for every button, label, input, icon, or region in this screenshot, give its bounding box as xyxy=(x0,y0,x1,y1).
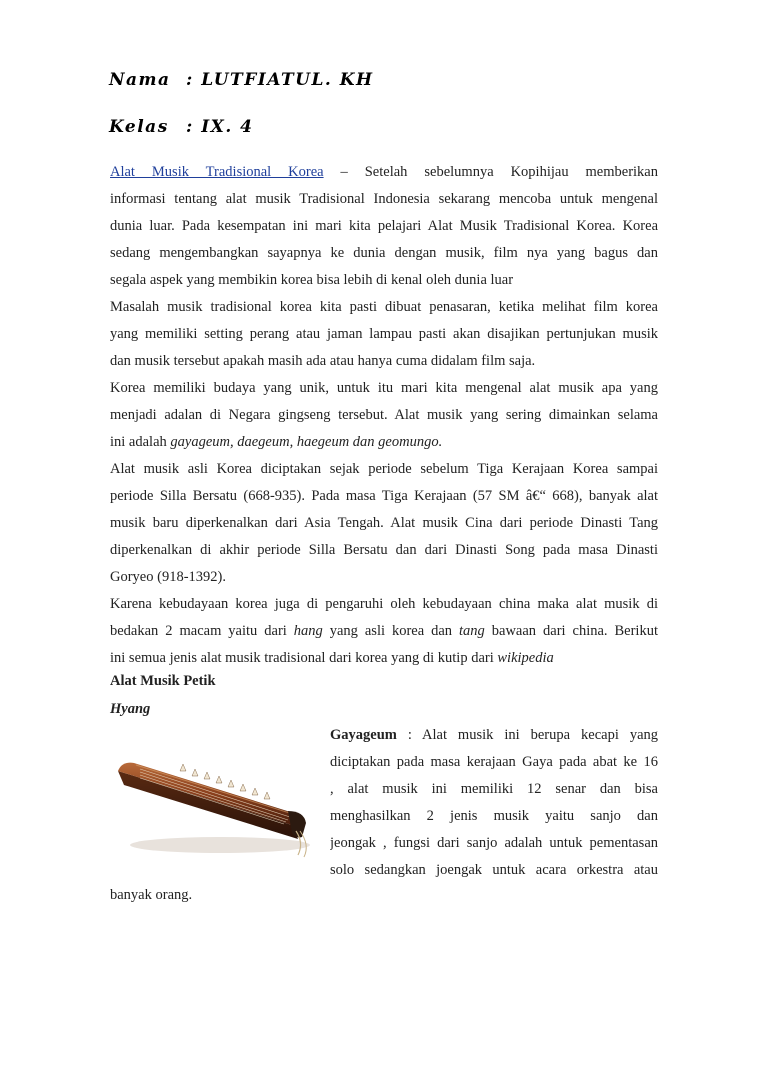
section-heading: Alat Musik Petik xyxy=(110,673,216,689)
text-line xyxy=(110,429,658,456)
text-span: bedakan 2 macam yaitu dari xyxy=(110,623,294,639)
text-line: yang memiliki setting perang atau jaman lampau pasti akan disajikan pertunjukan musik xyxy=(110,326,658,342)
text-span: ini semua jenis alat musik tradisional dari korea yang di kutip dari xyxy=(110,650,498,666)
section-subheading: Hyang xyxy=(110,701,151,717)
text-line xyxy=(330,722,658,749)
text-line xyxy=(110,159,658,186)
text-line: segala aspek yang membikin korea bisa lebih di kenal oleh dunia luar xyxy=(110,272,514,288)
text-span: yang asli korea dan xyxy=(322,623,460,639)
text-line: periode Silla Bersatu (668-935). Pada masa Tiga Kerajaan (57 SM â€“ 668), banyak alat xyxy=(110,488,658,504)
text-line: Goryeo (918-1392). xyxy=(110,569,226,585)
term-tang: tang xyxy=(459,623,485,639)
text-line: Korea memiliki budaya yang unik, untuk itu mari kita mengenal alat musik apa yang xyxy=(110,380,658,396)
text-line: diperkenalkan di akhir periode Silla Bersatu dan dari Dinasti Song pada masa Dinasti xyxy=(110,542,658,558)
gayageum-instrument-photo-icon xyxy=(110,727,320,862)
term-hang: hang xyxy=(293,623,323,639)
text-span: bawaan dari china. Berikut xyxy=(484,623,658,639)
article-body xyxy=(110,159,658,672)
text-line: informasi tentang alat musik Tradisional Indonesia sekarang mencoba untuk mengenal xyxy=(110,191,658,207)
text-line: diciptakan pada masa kerajaan Gaya pada abat ke 16 xyxy=(330,754,658,770)
text-line: menghasilkan 2 jenis musik yaitu sanjo dan xyxy=(330,808,658,824)
text-line: Alat musik asli Korea diciptakan sejak periode sebelum Tiga Kerajaan Korea sampai xyxy=(110,461,658,477)
text-line: , alat musik ini memiliki 12 senar dan bisa xyxy=(330,781,658,797)
text-line: menjadi adalan di Negara gingseng tersebut. Alat musik yang sering dimainkan selama xyxy=(110,407,658,423)
text-line xyxy=(110,645,658,672)
text-line: dunia luar. Pada kesempatan ini mari kita pelajari Alat Musik Tradisional Korea. Korea xyxy=(110,218,658,234)
text-line: dan musik tersebut apakah masih ada atau hanya cuma didalam film saja. xyxy=(110,353,536,369)
gayageum-description xyxy=(330,722,658,884)
text-line: Karena kebudayaan korea juga di pengaruhi oleh kebudayaan china maka alat musik di xyxy=(110,596,658,612)
text-line: jeongak , fungsi dari sanjo adalah untuk pementasan xyxy=(330,835,658,851)
name-label: Nama xyxy=(109,70,171,90)
text-span: – Setelah sebelumnya Kopihijau memberikan xyxy=(323,164,658,180)
text-line: solo sedangkan joengak untuk acara orkestra atau xyxy=(330,862,658,878)
name-value: : LUTFIATUL. KH xyxy=(186,70,374,90)
text-span: : Alat musik ini berupa kecapi yang xyxy=(396,727,658,743)
text-line: Masalah musik tradisional korea kita pasti dibuat penasaran, ketika melihat film korea xyxy=(110,299,658,315)
text-line: sedang mengembangkan sayapnya ke dunia dengan musik, film nya yang bagus dan xyxy=(110,245,658,261)
instrument-list: gayageum, daegeum, haegeum dan geomungo. xyxy=(170,434,443,450)
text-line: banyak orang. xyxy=(110,887,193,903)
text-line: musik baru diperkenalkan dari Asia Tengah. Alat musik Cina dari periode Dinasti Tang xyxy=(110,515,658,531)
text-line xyxy=(110,618,658,645)
class-value: : IX. 4 xyxy=(186,117,254,137)
source-name: wikipedia xyxy=(497,650,554,666)
article-title-link[interactable]: Alat Musik Tradisional Korea xyxy=(110,164,324,180)
term-gayageum: Gayageum xyxy=(330,727,397,743)
class-label: Kelas xyxy=(109,117,169,137)
text-span: ini adalah xyxy=(110,434,171,450)
